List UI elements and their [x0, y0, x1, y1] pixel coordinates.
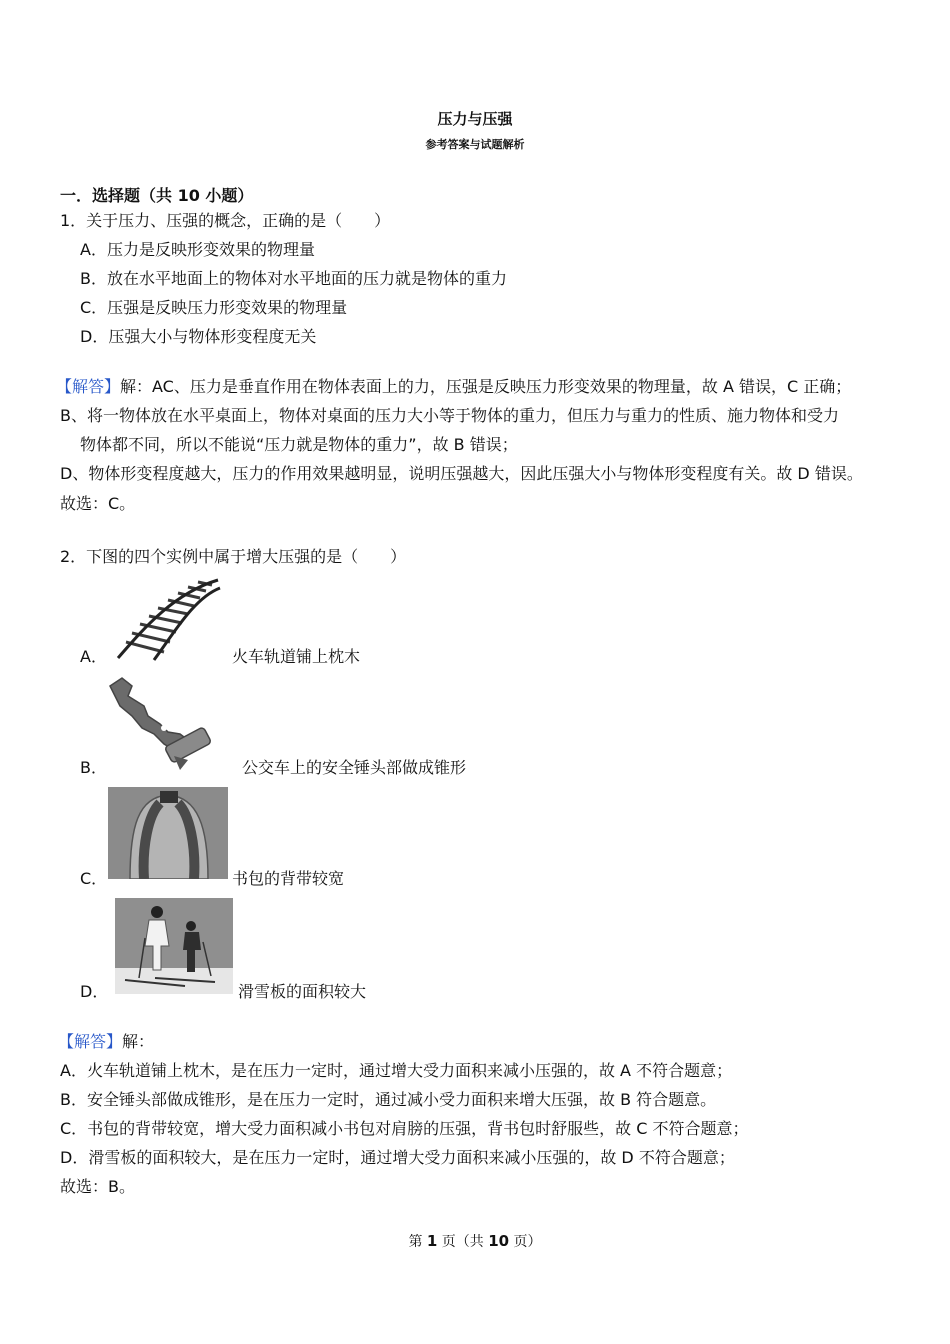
q1-answer-line-5: 故选：C。	[60, 494, 136, 513]
q2-option-c-letter: C．	[80, 869, 108, 888]
document-title: 压力与压强	[437, 110, 513, 128]
footer-prefix: 第	[408, 1234, 427, 1250]
q1-option-a: A．压力是反映形变效果的物理量	[80, 240, 315, 259]
skiers-image	[115, 898, 233, 994]
q2-answer-line-2: B．安全锤头部做成锥形，是在压力一定时，通过减小受力面积来增大压强，故 B 符合题意。	[60, 1090, 717, 1109]
q2-answer-intro: 解：	[122, 1032, 155, 1051]
q1-answer-line-2: B、将一物体放在水平桌面上，物体对桌面的压力大小等于物体的重力，但压力与重力的性质、施力物体和受力	[60, 406, 839, 425]
q1-answer-line-4: D、物体形变程度越大，压力的作用效果越明显，说明压强越大，因此压强大小与物体形变程度有关。故 D 错误。	[60, 464, 863, 483]
q1-stem: 1．关于压力、压强的概念，正确的是（ ）	[60, 211, 391, 230]
document-subtitle: 参考答案与试题解析	[425, 138, 525, 151]
q1-answer-line-3: 物体都不同，所以不能说“压力就是物体的重力”，故 B 错误；	[80, 435, 518, 454]
q2-option-d-letter: D．	[80, 982, 109, 1001]
q2-answer-tag: 【解答】	[58, 1032, 123, 1051]
q2-option-b-letter: B．	[80, 758, 107, 777]
q1-answer-tag: 【解答】	[56, 377, 121, 396]
q2-option-b-text: 公交车上的安全锤头部做成锥形	[242, 758, 467, 777]
q2-option-d-text: 滑雪板的面积较大	[238, 982, 367, 1001]
q2-answer-line-4: D．滑雪板的面积较大，是在压力一定时，通过增大受力面积来减小压强的，故 D 不符合题意；	[60, 1148, 735, 1167]
q1-option-c: C．压强是反映压力形变效果的物理量	[80, 298, 348, 317]
q2-answer-line-5: 故选：B。	[60, 1177, 135, 1196]
railroad-track-image	[114, 578, 222, 662]
q2-option-a-text: 火车轨道铺上枕木	[232, 647, 361, 666]
q2-option-a-letter: A．	[80, 647, 107, 666]
section-heading: 一．选择题（共 10 小题）	[60, 186, 254, 205]
q2-stem: 2．下图的四个实例中属于增大压强的是（ ）	[60, 547, 407, 566]
q1-answer-line-1	[56, 377, 851, 397]
q2-answer-line-1: A．火车轨道铺上枕木，是在压力一定时，通过增大受力面积来减小压强的，故 A 不符合题意；	[60, 1061, 733, 1080]
q2-option-c-text: 书包的背带较宽	[232, 869, 345, 888]
q2-answer-line-3: C．书包的背带较宽，增大受力面积减小书包对肩膀的压强，背书包时舒服些，故 C 不符合题意；	[60, 1119, 749, 1138]
q1-option-b: B．放在水平地面上的物体对水平地面的压力就是物体的重力	[80, 269, 507, 288]
q1-answer-text-1: 解：AC、压力是垂直作用在物体表面上的力，压强是反映压力形变效果的物理量，故 A 错误，C 正确；	[120, 377, 852, 396]
q1-option-d: D．压强大小与物体形变程度无关	[80, 327, 317, 346]
footer-middle: 页（共	[437, 1234, 489, 1250]
footer-suffix: 页）	[509, 1234, 542, 1250]
footer-page-number: 1	[426, 1232, 438, 1250]
backpack-image	[108, 787, 228, 879]
page-footer	[0, 1231, 950, 1251]
q2-answer-head	[58, 1032, 154, 1052]
footer-total-pages: 10	[488, 1232, 510, 1250]
safety-hammer-image	[108, 676, 214, 770]
